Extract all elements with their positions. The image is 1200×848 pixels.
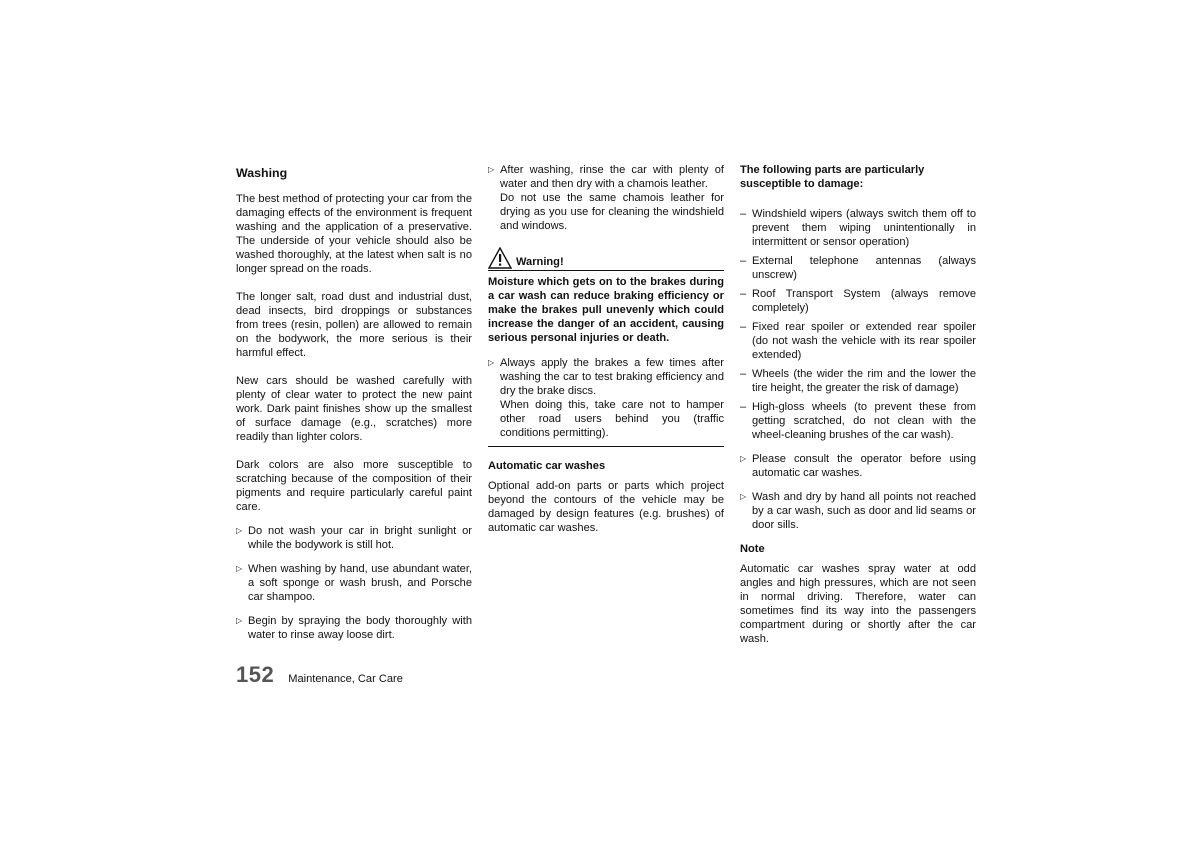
list-item — [740, 254, 976, 282]
dash-bullet: – — [740, 321, 747, 333]
instruction-step — [488, 163, 724, 233]
list-item — [740, 320, 976, 362]
subheading-automatic-car-washes: Automatic car washes — [488, 460, 606, 472]
step-text: Do not use the same chamois leather for drying as you use for cleaning the windshield and windows. — [500, 192, 724, 232]
instruction-step — [740, 490, 976, 532]
dash-bullet: – — [740, 401, 747, 413]
triangle-bullet-icon: ▷ — [488, 165, 495, 174]
list-item-text: Wheels (the wider the rim and the lower the tire height, the greater the risk of damage) — [752, 368, 976, 394]
warning-text: Moisture which gets on to the brakes during a car wash can reduce braking efficiency or make the brakes pull unevenly which could increase the danger of an accident, causing serious personal injuries or death. — [488, 276, 724, 344]
step-text: Do not wash your car in bright sunlight or while the bodywork is still hot. — [248, 525, 472, 551]
warning-icon — [488, 247, 512, 269]
triangle-bullet-icon: ▷ — [236, 526, 243, 535]
instruction-step — [236, 614, 472, 642]
paragraph: The best method of protecting your car from the damaging effects of the environment is frequent washing and the application of a preservative. The underside of your vehicle should also be washed thoroughly, at the latest when salt is no longer spread on the roads. — [236, 193, 472, 275]
instruction-step — [236, 524, 472, 552]
column-left — [236, 163, 472, 652]
list-item-text: Fixed rear spoiler or extended rear spoiler (do not wash the vehicle with its rear spoiler extended) — [752, 321, 976, 361]
section-heading-washing: Washing — [236, 166, 288, 180]
note-heading: Note — [740, 543, 765, 555]
triangle-bullet-icon: ▷ — [488, 358, 495, 367]
paragraph: The longer salt, road dust and industrial dust, dead insects, bird droppings or substances from trees (resin, pollen) are allowed to remain on the bodywork, the more serious is their harmful effect. — [236, 291, 472, 359]
triangle-bullet-icon: ▷ — [740, 492, 747, 501]
divider — [488, 446, 724, 447]
paragraph: Optional add-on parts or parts which project beyond the contours of the vehicle may be damaged by design features (e.g. brushes) of automatic car washes. — [488, 480, 724, 534]
note-text: Automatic car washes spray water at odd angles and high pressures, which are not seen in normal driving. Therefore, water can sometimes find its way into the passengers compartment during or shortly after the car wash. — [740, 563, 976, 645]
page-number: 152 — [236, 662, 275, 687]
list-item — [740, 287, 976, 315]
column-right — [740, 163, 976, 660]
step-text: Begin by spraying the body thoroughly with water to rinse away loose dirt. — [248, 615, 472, 641]
page-footer — [236, 662, 403, 688]
triangle-bullet-icon: ▷ — [236, 564, 243, 573]
dash-bullet: – — [740, 368, 747, 380]
list-item — [740, 367, 976, 395]
step-text: When washing by hand, use abundant water, a soft sponge or wash brush, and Porsche car shampoo. — [248, 563, 472, 603]
triangle-bullet-icon: ▷ — [236, 616, 243, 625]
dash-bullet: – — [740, 208, 747, 220]
column-middle — [488, 163, 724, 549]
step-text: Wash and dry by hand all points not reached by a car wash, such as door and lid seams or door sills. — [752, 491, 976, 531]
list-item — [740, 207, 976, 249]
list-item-text: External telephone antennas (always unscrew) — [752, 255, 976, 281]
instruction-step — [236, 562, 472, 604]
list-item-text: High-gloss wheels (to prevent these from getting scratched, do not clean with the wheel-cleaning brushes of the car wash). — [752, 401, 976, 441]
instruction-step — [740, 452, 976, 480]
parts-intro: The following parts are particularly susceptible to damage: — [740, 164, 925, 190]
list-item-text: Roof Transport System (always remove completely) — [752, 288, 976, 314]
instruction-step — [488, 356, 724, 440]
step-text: Please consult the operator before using automatic car washes. — [752, 453, 976, 479]
section-title: Maintenance, Car Care — [288, 673, 403, 685]
warning-header — [488, 247, 724, 271]
step-text: When doing this, take care not to hamper other road users behind you (traffic conditions permitting). — [500, 399, 724, 439]
paragraph: New cars should be washed carefully with plenty of clear water to protect the new paint work. Dark paint finishes show up the smallest of surface damage (e.g., scratches) more readily than lighter colors. — [236, 375, 472, 443]
list-item — [740, 400, 976, 442]
step-text: After washing, rinse the car with plenty of water and then dry with a chamois leather. — [500, 164, 724, 190]
triangle-bullet-icon: ▷ — [740, 454, 747, 463]
paragraph: Dark colors are also more susceptible to scratching because of the composition of their pigments and require particularly careful paint care. — [236, 459, 472, 513]
dash-bullet: – — [740, 255, 747, 267]
step-text: Always apply the brakes a few times after washing the car to test braking efficiency and dry the brake discs. — [500, 357, 724, 397]
list-item-text: Windshield wipers (always switch them off to prevent them wiping unintentionally in intermittent or sensor operation) — [752, 208, 976, 248]
dash-bullet: – — [740, 288, 747, 300]
warning-label: Warning! — [516, 256, 564, 268]
